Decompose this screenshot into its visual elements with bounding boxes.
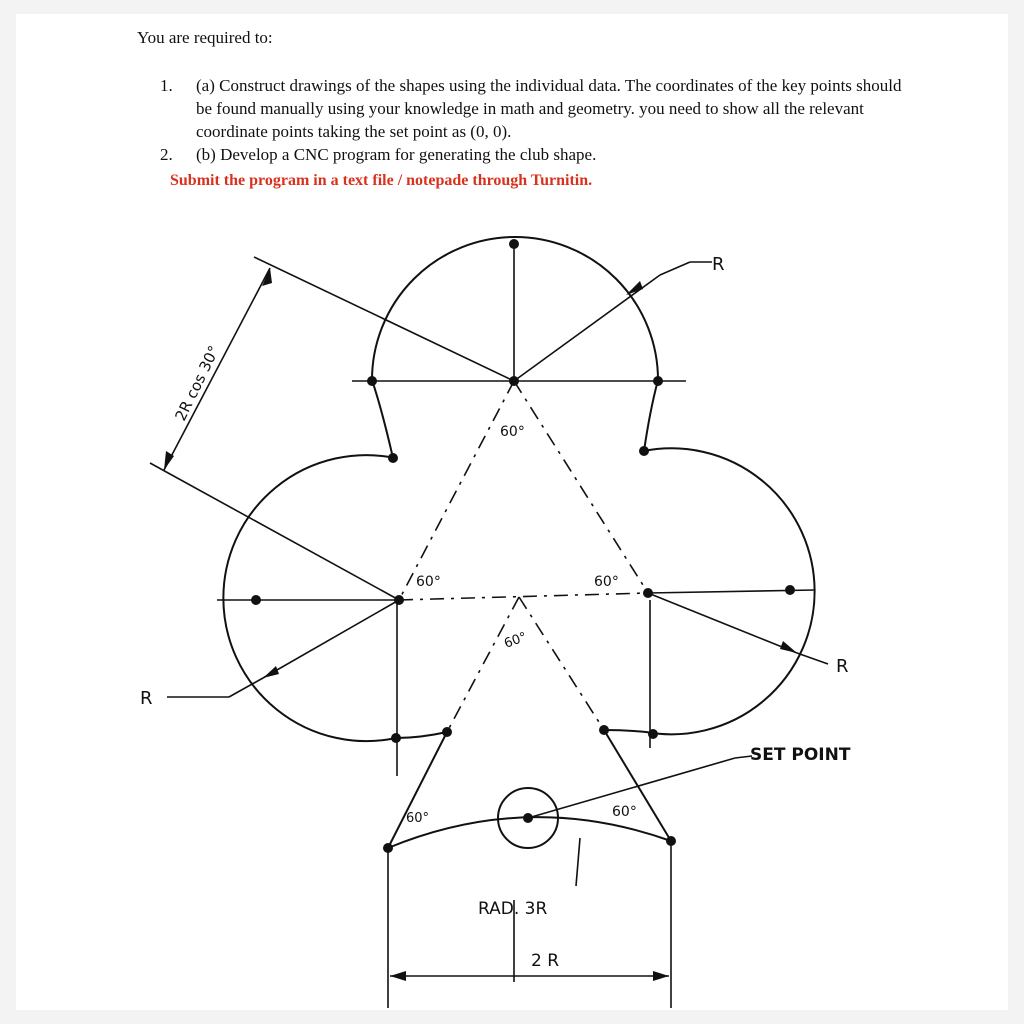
top-radius-line bbox=[514, 275, 660, 381]
key-point bbox=[648, 729, 658, 739]
key-point bbox=[639, 446, 649, 456]
key-point bbox=[653, 376, 663, 386]
key-point bbox=[442, 727, 452, 737]
left-r-leader bbox=[229, 678, 263, 697]
angle-label-bottom-right: 60° bbox=[612, 804, 637, 820]
extension-line-top bbox=[254, 257, 514, 381]
triangle-top-right-dash bbox=[514, 381, 648, 593]
angle-label-left: 60° bbox=[416, 574, 441, 590]
radius-label-top: R bbox=[712, 254, 725, 275]
task-number: 2. bbox=[160, 145, 173, 164]
task-text: (a) Construct drawings of the shapes using the individual data. The coordinates of the key points should be found manually using your knowledge in math and geometry. you need to show all the relevant coordinate points taking the set point as (0, 0). bbox=[196, 76, 902, 141]
top-radius-leader bbox=[660, 262, 690, 275]
key-point bbox=[383, 843, 393, 853]
key-point bbox=[394, 595, 404, 605]
bottom-dim-arrow-right bbox=[653, 971, 669, 981]
key-point bbox=[509, 239, 519, 249]
radius-label-left: R bbox=[140, 688, 153, 709]
key-point bbox=[391, 733, 401, 743]
dim-arrow-top bbox=[262, 268, 272, 286]
left-r-arrow bbox=[263, 666, 279, 678]
width-label-2r: 2 R bbox=[531, 951, 560, 971]
inner-right-dash bbox=[519, 597, 604, 730]
right-r-arrow bbox=[780, 641, 797, 653]
dimension-label-2rcos30: 2R cos 30° bbox=[171, 342, 224, 424]
extension-line-bottom bbox=[150, 463, 399, 600]
bottom-dim-arrow-left bbox=[390, 971, 406, 981]
angle-label-top: 60° bbox=[500, 424, 525, 440]
inner-left-dash bbox=[447, 597, 519, 732]
key-point bbox=[643, 588, 653, 598]
angle-label-right: 60° bbox=[594, 574, 619, 590]
left-radius-line bbox=[263, 600, 399, 678]
key-point bbox=[251, 595, 261, 605]
intro-text: You are required to: bbox=[137, 28, 273, 47]
task-text: (b) Develop a CNC program for generating the club shape. bbox=[196, 145, 597, 164]
key-point bbox=[523, 813, 533, 823]
submit-note: Submit the program in a text file / notepade through Turnitin. bbox=[170, 172, 593, 189]
key-point bbox=[367, 376, 377, 386]
arc-radius-label: RAD. 3R bbox=[478, 899, 548, 919]
task-number: 1. bbox=[160, 76, 173, 95]
rad3r-leader bbox=[576, 838, 580, 886]
dimension-line-2rcos30 bbox=[164, 268, 270, 470]
key-point bbox=[666, 836, 676, 846]
radius-label-right: R bbox=[836, 656, 849, 677]
angle-label-bottom-left: 60° bbox=[406, 811, 430, 826]
key-point bbox=[785, 585, 795, 595]
key-point bbox=[509, 376, 519, 386]
triangle-top-left-dash bbox=[399, 381, 514, 600]
angle-label-center: 60° bbox=[502, 629, 530, 652]
right-radius-line bbox=[648, 593, 797, 653]
set-point-label: SET POINT bbox=[750, 745, 851, 765]
triangle-base-dash bbox=[399, 593, 648, 600]
key-point bbox=[388, 453, 398, 463]
right-r-leader bbox=[797, 653, 828, 664]
key-point bbox=[599, 725, 609, 735]
